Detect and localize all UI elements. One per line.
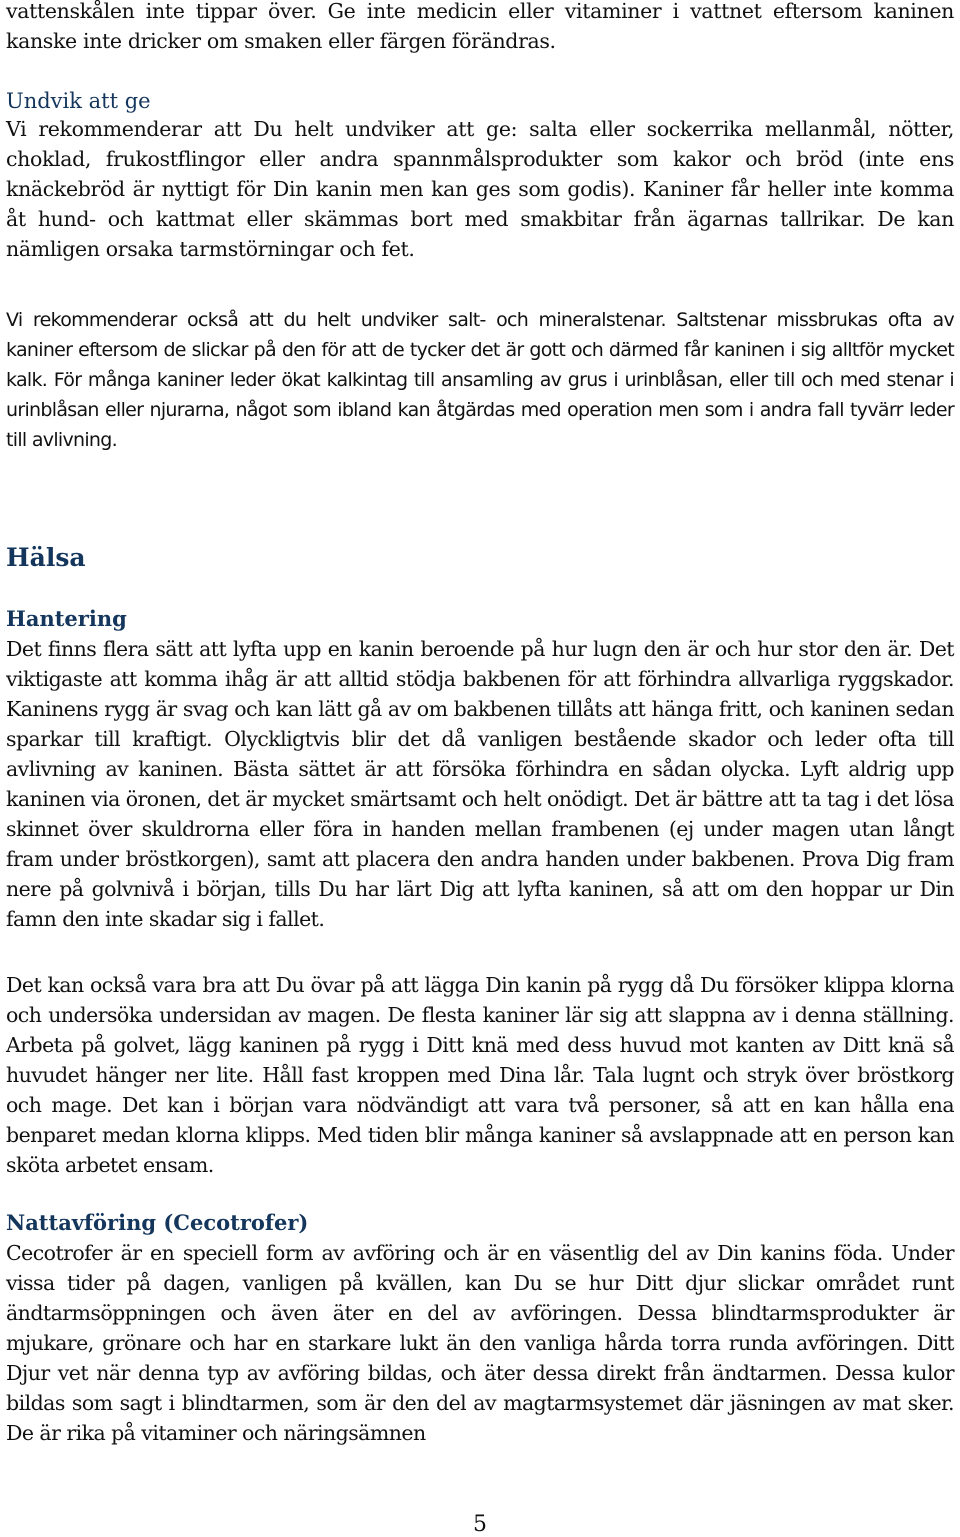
paragraph-hantering-1: Det finns flera sätt att lyfta upp en kanin beroende på hur lugn den är och hur stor den är. Det viktigaste att komma ihåg är att alltid stödja bakbenen för att förhindra allvarliga ryggskador. Kaninens rygg är svag och kan lätt gå av om bakbenen tillåts att hänga fritt, och kaninen sedan sparkar till kraftigt. Olyckligtvis blir det då vanligen bestående skador och leder ofta till avlivning av kaninen. Bästa sättet är att försöka förhindra en sådan olycka. Lyft aldrig upp kaninen via öronen, det är mycket smärtsamt och helt onödigt. Det är bättre att ta tag i det lösa skinnet över skuldrorna eller föra in handen mellan frambenen (ej under magen utan långt fram under bröstkorgen), samt att placera den andra handen under bakbenen. Prova Dig fram nere på golvnivå i början, tills Du har lärt Dig att lyfta kaninen, så att om den hoppar ur Din famn den inte skadar sig i fallet.	[6, 637, 954, 931]
heading-hantering: Hantering	[6, 606, 127, 631]
paragraph-undvik-1: Vi rekommenderar att Du helt undviker att ge: salta eller sockerrika mellanmål, nötter, choklad, frukostflingor eller andra spannmålsprodukter som kakor och bröd (inte ens knäckebröd är nyttigt för Din kanin men kan ges som godis). Kaniner får heller inte komma åt hund- och kattmat eller skämmas bort med smakbitar från ägarnas tallrikar. De kan nämligen orsaka tarmstörningar och fet.	[6, 117, 954, 261]
paragraph-water-bowl: vattenskålen inte tippar över. Ge inte medicin eller vitaminer i vattnet eftersom kaninen kanske inte dricker om smaken eller färgen förändras.	[6, 0, 954, 53]
section-title-halsa: Hälsa	[6, 543, 86, 572]
paragraph-hantering-2: Det kan också vara bra att Du övar på att lägga Din kanin på rygg då Du försöker klippa klorna och undersöka undersidan av magen. De flesta kaniner lär sig att slappna av i denna ställning. Arbeta på golvet, lägg kaninen på rygg i Ditt knä med dess huvud mot kanten av Ditt knä så huvudet hänger ner lite. Håll fast kroppen med Dina lår. Tala lugnt och stryk över bröstkorg och mage. Det kan i början vara nödvändigt att vara två personer, så att en kan hålla ena benparet medan klorna klipps. Med tiden blir många kaniner så avslappnade att en person kan sköta arbetet ensam.	[6, 973, 954, 1177]
paragraph-nattavforing-1: Cecotrofer är en speciell form av avföring och är en väsentlig del av Din kanins föda. Under vissa tider på dagen, vanligen på kvällen, kan Du se hur Ditt djur slickar området runt ändtarmsöppningen och även äter en del av avföringen. Dessa blindtarmsprodukter är mjukare, grönare och har en starkare lukt än den vanliga hårda torra runda avföringen. Ditt Djur vet när denna typ av avföring bildas, och äter dessa direkt från ändtarmen. Dessa kulor bildas som sagt i blindtarmen, som är den del av magtarmsystemet där jäsningen av mat sker. De är rika på vitaminer och näringsämnen	[6, 1241, 954, 1445]
page-number: 5	[473, 1512, 487, 1537]
heading-nattavforing: Nattavföring (Cecotrofer)	[6, 1210, 309, 1235]
heading-undvik: Undvik att ge	[6, 89, 151, 113]
paragraph-undvik-2: Vi rekommenderar också att du helt undviker salt- och mineralstenar. Saltstenar missbrukas ofta av kaniner eftersom de slickar på den för att de tycker det är gott och därmed får kaninen i sig alltför mycket kalk. För många kaniner leder ökat kalkintag till ansamling av grus i urinblåsan, eller till och med stenar i urinblåsan eller njurarna, något som ibland kan åtgärdas med operation men som i andra fall tyvärr leder till avlivning.	[6, 309, 954, 451]
